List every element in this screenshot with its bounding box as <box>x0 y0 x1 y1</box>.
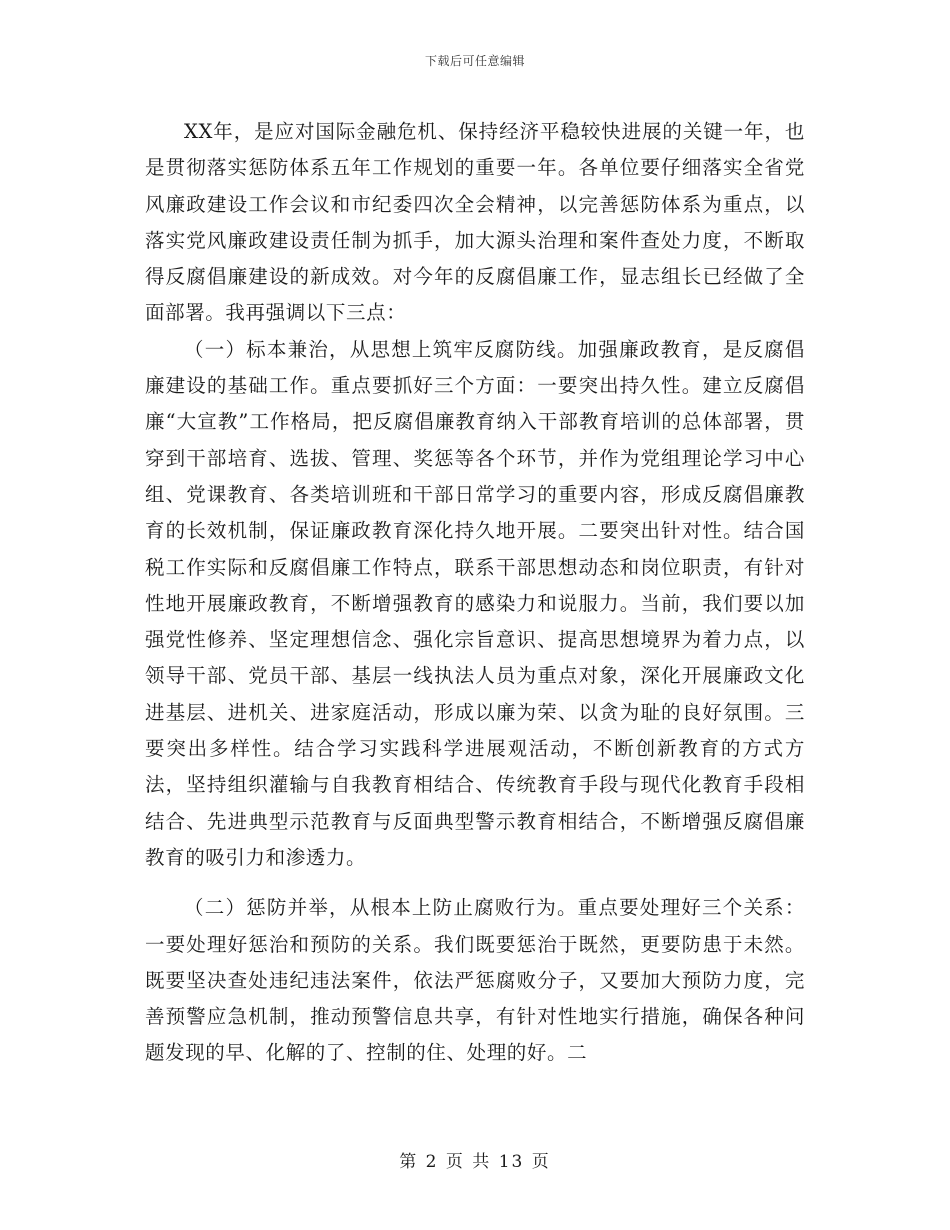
document-body <box>145 114 805 1072</box>
paragraph-section-1: （一）标本兼治，从思想上筑牢反腐防线。加强廉政教育，是反腐倡廉建设的基础工作。重点要抓好三个方面：一要突出持久性。建立反腐倡廉“大宣教”工作格局，把反腐倡廉教育纳入干部教育培训的总体部署，贯穿到干部培育、选拔、管理、奖惩等各个环节，并作为党组理论学习中心组、党课教育、各类培训班和干部日常学习的重要内容，形成反腐倡廉教育的长效机制，保证廉政教育深化持久地开展。二要突出针对性。结合国税工作实际和反腐倡廉工作特点，联系干部思想动态和岗位职责，有针对性地开展廉政教育，不断增强教育的感染力和说服力。当前，我们要以加强党性修养、坚定理想信念、强化宗旨意识、提高思想境界为着力点，以领导干部、党员干部、基层一线执法人员为重点对象，深化开展廉政文化进基层、进机关、进家庭活动，形成以廉为荣、以贪为耻的良好氛围。三要突出多样性。结合学习实践科学进展观活动，不断创新教育的方式方法，坚持组织灌输与自我教育相结合、传统教育手段与现代化教育手段相结合、先进典型示范教育与反面典型警示教育相结合，不断增强反腐倡廉教育的吸引力和渗透力。 <box>145 337 805 869</box>
header-note: 下载后可任意编辑 <box>424 54 525 68</box>
paragraph-intro: XX年，是应对国际金融危机、保持经济平稳较快进展的关键一年，也是贯彻落实惩防体系五年工作规划的重要一年。各单位要仔细落实全省党风廉政建设工作会议和市纪委四次全会精神，以完善惩防体系为重点，以落实党风廉政建设责任制为抓手，加大源头治理和案件查处力度，不断取得反腐倡廉建设的新成效。对今年的反腐倡廉工作，显志组长已经做了全面部署。我再强调以下三点： <box>145 120 805 325</box>
paragraph-section-2: （二）惩防并举，从根本上防止腐败行为。重点要处理好三个关系：一要处理好惩治和预防的关系。我们既要惩治于既然，更要防患于未然。既要坚决查处违纪违法案件，依法严惩腐败分子，又要加大预防力度，完善预警应急机制，推动预警信息共享，有针对性地实行措施，确保各种问题发现的早、化解的了、控制的住、处理的好。二 <box>145 896 805 1065</box>
page-number-footer: 第 2 页 共 13 页 <box>399 1152 551 1172</box>
